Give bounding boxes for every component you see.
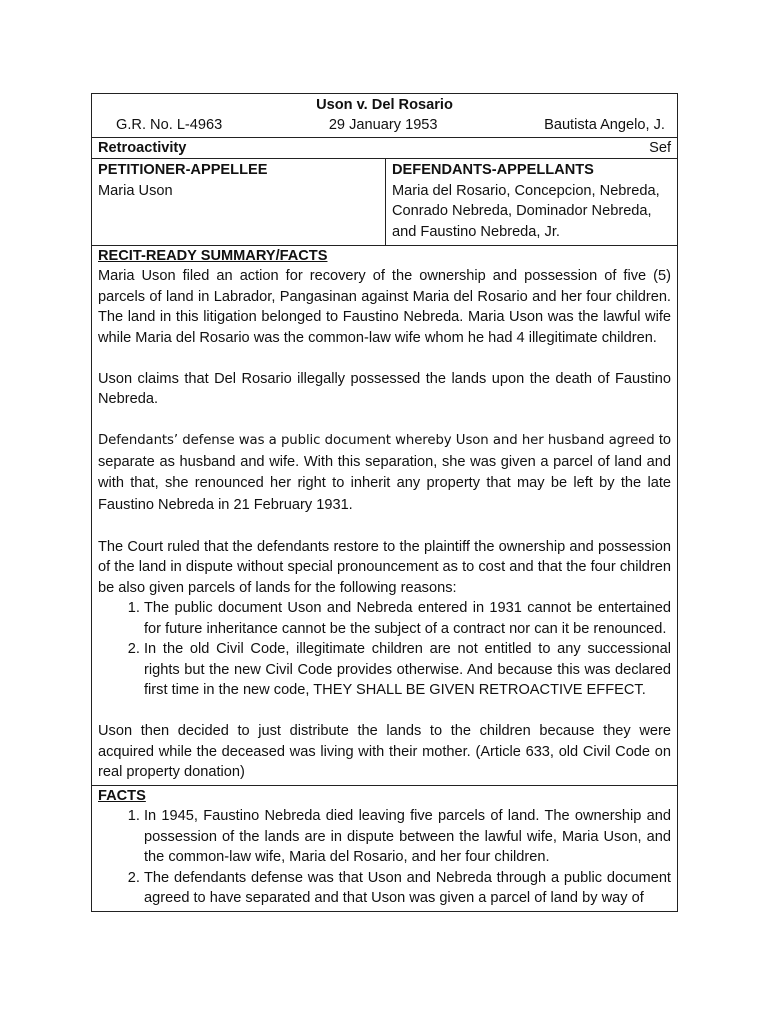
summary-section: [92, 246, 677, 786]
facts-section: [92, 786, 677, 911]
list-item: 2. The defendants defense was that Uson and Nebreda through a public document agreed to have separated and that Uson was given a parcel of land by way of: [144, 868, 671, 909]
summary-paragraph-3: [98, 430, 671, 516]
petitioner-label: PETITIONER-APPELLEE: [98, 162, 268, 178]
topic-row: [92, 138, 677, 159]
summary-paragraph-4: The Court ruled that the defendants restore to the plaintiff the ownership and possession of the land in dispute without special pronouncement as to cost and that the four children be also given parcels of lands for the following reasons:: [98, 538, 671, 596]
list-item: 1. In 1945, Faustino Nebreda died leaving five parcels of land. The ownership and possession of the lands are in dispute between the lawful wife, Maria Uson, and the common-law wife, Maria del Rosario, and her four children.: [144, 806, 671, 868]
petitioner-cell: [92, 159, 386, 245]
case-header: [92, 94, 677, 138]
petitioner-name: Maria Uson: [98, 182, 173, 199]
list-item: 1. The public document Uson and Nebreda entered in 1931 cannot be entertained for future inheritance cannot be the subject of a contract nor can it be renounced.: [144, 598, 671, 639]
case-title: Uson v. Del Rosario: [316, 97, 453, 113]
summary-heading: RECIT-READY SUMMARY/FACTS: [98, 247, 328, 264]
defendants-cell: [386, 159, 677, 245]
summary-paragraph-3-rest: to separate as husband and wife. With this separation, she was given a parcel of land and with that, she renounced her right to inherit any property that may be left by the late Faustino Nebreda in 21 February 1931.: [98, 432, 671, 513]
reasons-list: [98, 598, 671, 701]
digest-author: Sef: [649, 140, 671, 156]
case-meta: [98, 115, 671, 135]
parties-row: [92, 159, 677, 246]
defendants-label: DEFENDANTS-APPELLANTS: [392, 162, 594, 178]
facts-heading: FACTS: [98, 787, 146, 804]
list-item: 2. In the old Civil Code, illegitimate children are not entitled to any successional rights but the new Civil Code provides otherwise. And because this was declared first time in the new code, THEY SHALL BE GIVEN RETROACTIVE EFFECT.: [144, 639, 671, 701]
facts-list: [98, 806, 671, 909]
summary-paragraph-3-start: Defendants’ defense was a public document whereby Uson and her husband agreed: [98, 433, 655, 449]
decision-date: 29 January 1953: [328, 117, 438, 133]
gr-number: G.R. No. L-4963: [116, 117, 223, 133]
defendants-names: Maria del Rosario, Concepcion, Nebreda, Conrado Nebreda, Dominador Nebreda, and Faustino Nebreda, Jr.: [392, 182, 660, 241]
summary-paragraph-5: Uson then decided to just distribute the lands to the children because they were acquired while the deceased was living with their mother. (Article 633, old Civil Code on real property donation): [98, 723, 671, 781]
summary-paragraph-2: Uson claims that Del Rosario illegally possessed the lands upon the death of Faustino Nebreda.: [98, 370, 671, 408]
ponente: Bautista Angelo, J.: [544, 117, 665, 133]
topic: Retroactivity: [98, 140, 187, 156]
case-digest-table: [91, 93, 678, 912]
summary-paragraph-1: Maria Uson filed an action for recovery of the ownership and possession of five (5) parcels of land in Labrador, Pangasinan against Maria del Rosario and her four children. The land in this litigation belonged to Faustino Nebreda. Maria Uson was the lawful wife while Maria del Rosario was the common-law wife whom he had 4 illegitimate children.: [98, 268, 671, 346]
